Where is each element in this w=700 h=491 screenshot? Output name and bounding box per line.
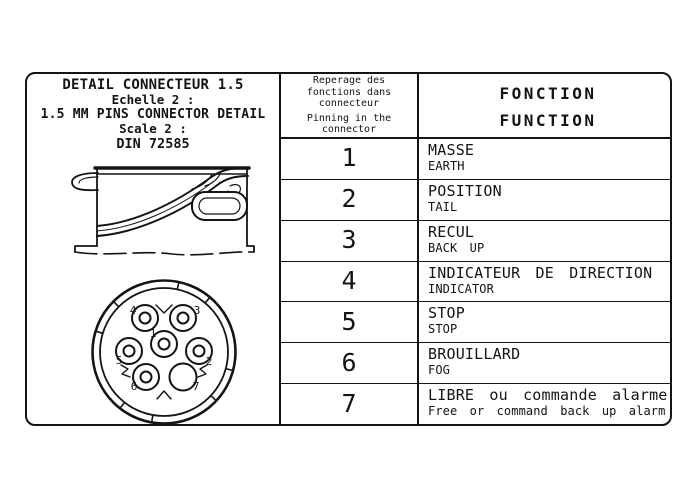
pin-number: 1: [341, 143, 357, 173]
function-french: RECUL: [428, 222, 475, 241]
face-pin-3: [170, 305, 196, 331]
table-row-pin-2: [281, 180, 670, 221]
function-english: Free or command back up alarm: [428, 404, 666, 419]
face-pin-label-5: 5: [115, 354, 123, 367]
function-cell: [419, 302, 670, 342]
pin-number: 5: [341, 306, 357, 336]
pin-header-line: fonctions dans: [306, 86, 392, 98]
face-pin-label-2: 2: [205, 355, 213, 368]
pin-number-cell: [281, 139, 419, 179]
function-header-french: FONCTION: [499, 84, 597, 103]
pin-header-line: connector: [321, 124, 377, 136]
pin-number-cell: [281, 302, 419, 342]
pin-column-header: [281, 74, 419, 137]
table-row-pin-1: [281, 139, 670, 180]
pin-number: 6: [341, 347, 357, 377]
function-cell: [419, 262, 670, 302]
function-table: [279, 74, 670, 424]
face-pin-label-7: 7: [192, 380, 200, 393]
function-french: BROUILLARD: [428, 345, 521, 364]
connector-detail-sheet: [25, 72, 672, 426]
face-pin-label-4: 4: [129, 304, 137, 317]
function-french: POSITION: [428, 181, 502, 200]
pin-number-cell: [281, 221, 419, 261]
function-english: FOG: [428, 363, 450, 378]
table-header-row: [281, 74, 670, 139]
scale-french: Echelle 2 :: [111, 92, 195, 107]
function-english: EARTH: [428, 159, 465, 173]
pin-number-cell: [281, 384, 419, 424]
face-pin-label-6: 6: [130, 380, 138, 393]
function-french: INDICATEUR DE DIRECTION: [428, 263, 653, 282]
pin-number: 4: [341, 266, 357, 295]
connector-side-view-drawing: [62, 152, 257, 265]
title-english: 1.5 MM PINS CONNECTOR DETAIL: [40, 107, 266, 122]
function-cell: [419, 384, 670, 424]
title-block: [27, 78, 279, 152]
pin-number: 7: [341, 388, 357, 418]
pin-number: 3: [341, 225, 357, 255]
function-cell: [419, 343, 670, 383]
function-cell: [419, 221, 670, 261]
pin-number-cell: [281, 343, 419, 383]
function-cell: [419, 139, 670, 179]
function-french: LIBRE ou commande alarme: [428, 386, 668, 405]
connector-face-view-drawing: [89, 277, 239, 427]
function-cell: [419, 180, 670, 220]
function-column-header: [419, 74, 670, 137]
table-row-pin-5: [281, 302, 670, 343]
pin-header-line: Reperage des: [312, 75, 386, 87]
pin-number: 2: [341, 184, 357, 214]
table-row-pin-6: [281, 343, 670, 384]
function-english: INDICATOR: [428, 281, 494, 296]
pin-number-cell: [281, 262, 419, 302]
function-english: STOP: [428, 322, 458, 337]
function-english: TAIL: [428, 199, 458, 214]
scale-english: Scale 2 :: [119, 121, 187, 136]
pin-header-line: Pinning in the: [306, 112, 392, 124]
function-english: BACK UP: [428, 240, 485, 255]
title-french: DETAIL CONNECTEUR 1.5: [62, 77, 244, 93]
title-and-drawing-panel: [27, 74, 279, 424]
pin-header-line: connecteur: [318, 98, 380, 110]
din-standard-ref: DIN 72585: [116, 136, 190, 152]
table-row-pin-3: [281, 221, 670, 262]
face-pin-label-1: 1: [149, 327, 157, 340]
table-row-pin-4: [281, 262, 670, 303]
function-header-english: FUNCTION: [499, 111, 597, 130]
face-pin-label-3: 3: [193, 304, 201, 317]
table-row-pin-7: [281, 384, 670, 424]
function-french: MASSE: [428, 141, 475, 159]
pin-number-cell: [281, 180, 419, 220]
function-french: STOP: [428, 304, 465, 323]
